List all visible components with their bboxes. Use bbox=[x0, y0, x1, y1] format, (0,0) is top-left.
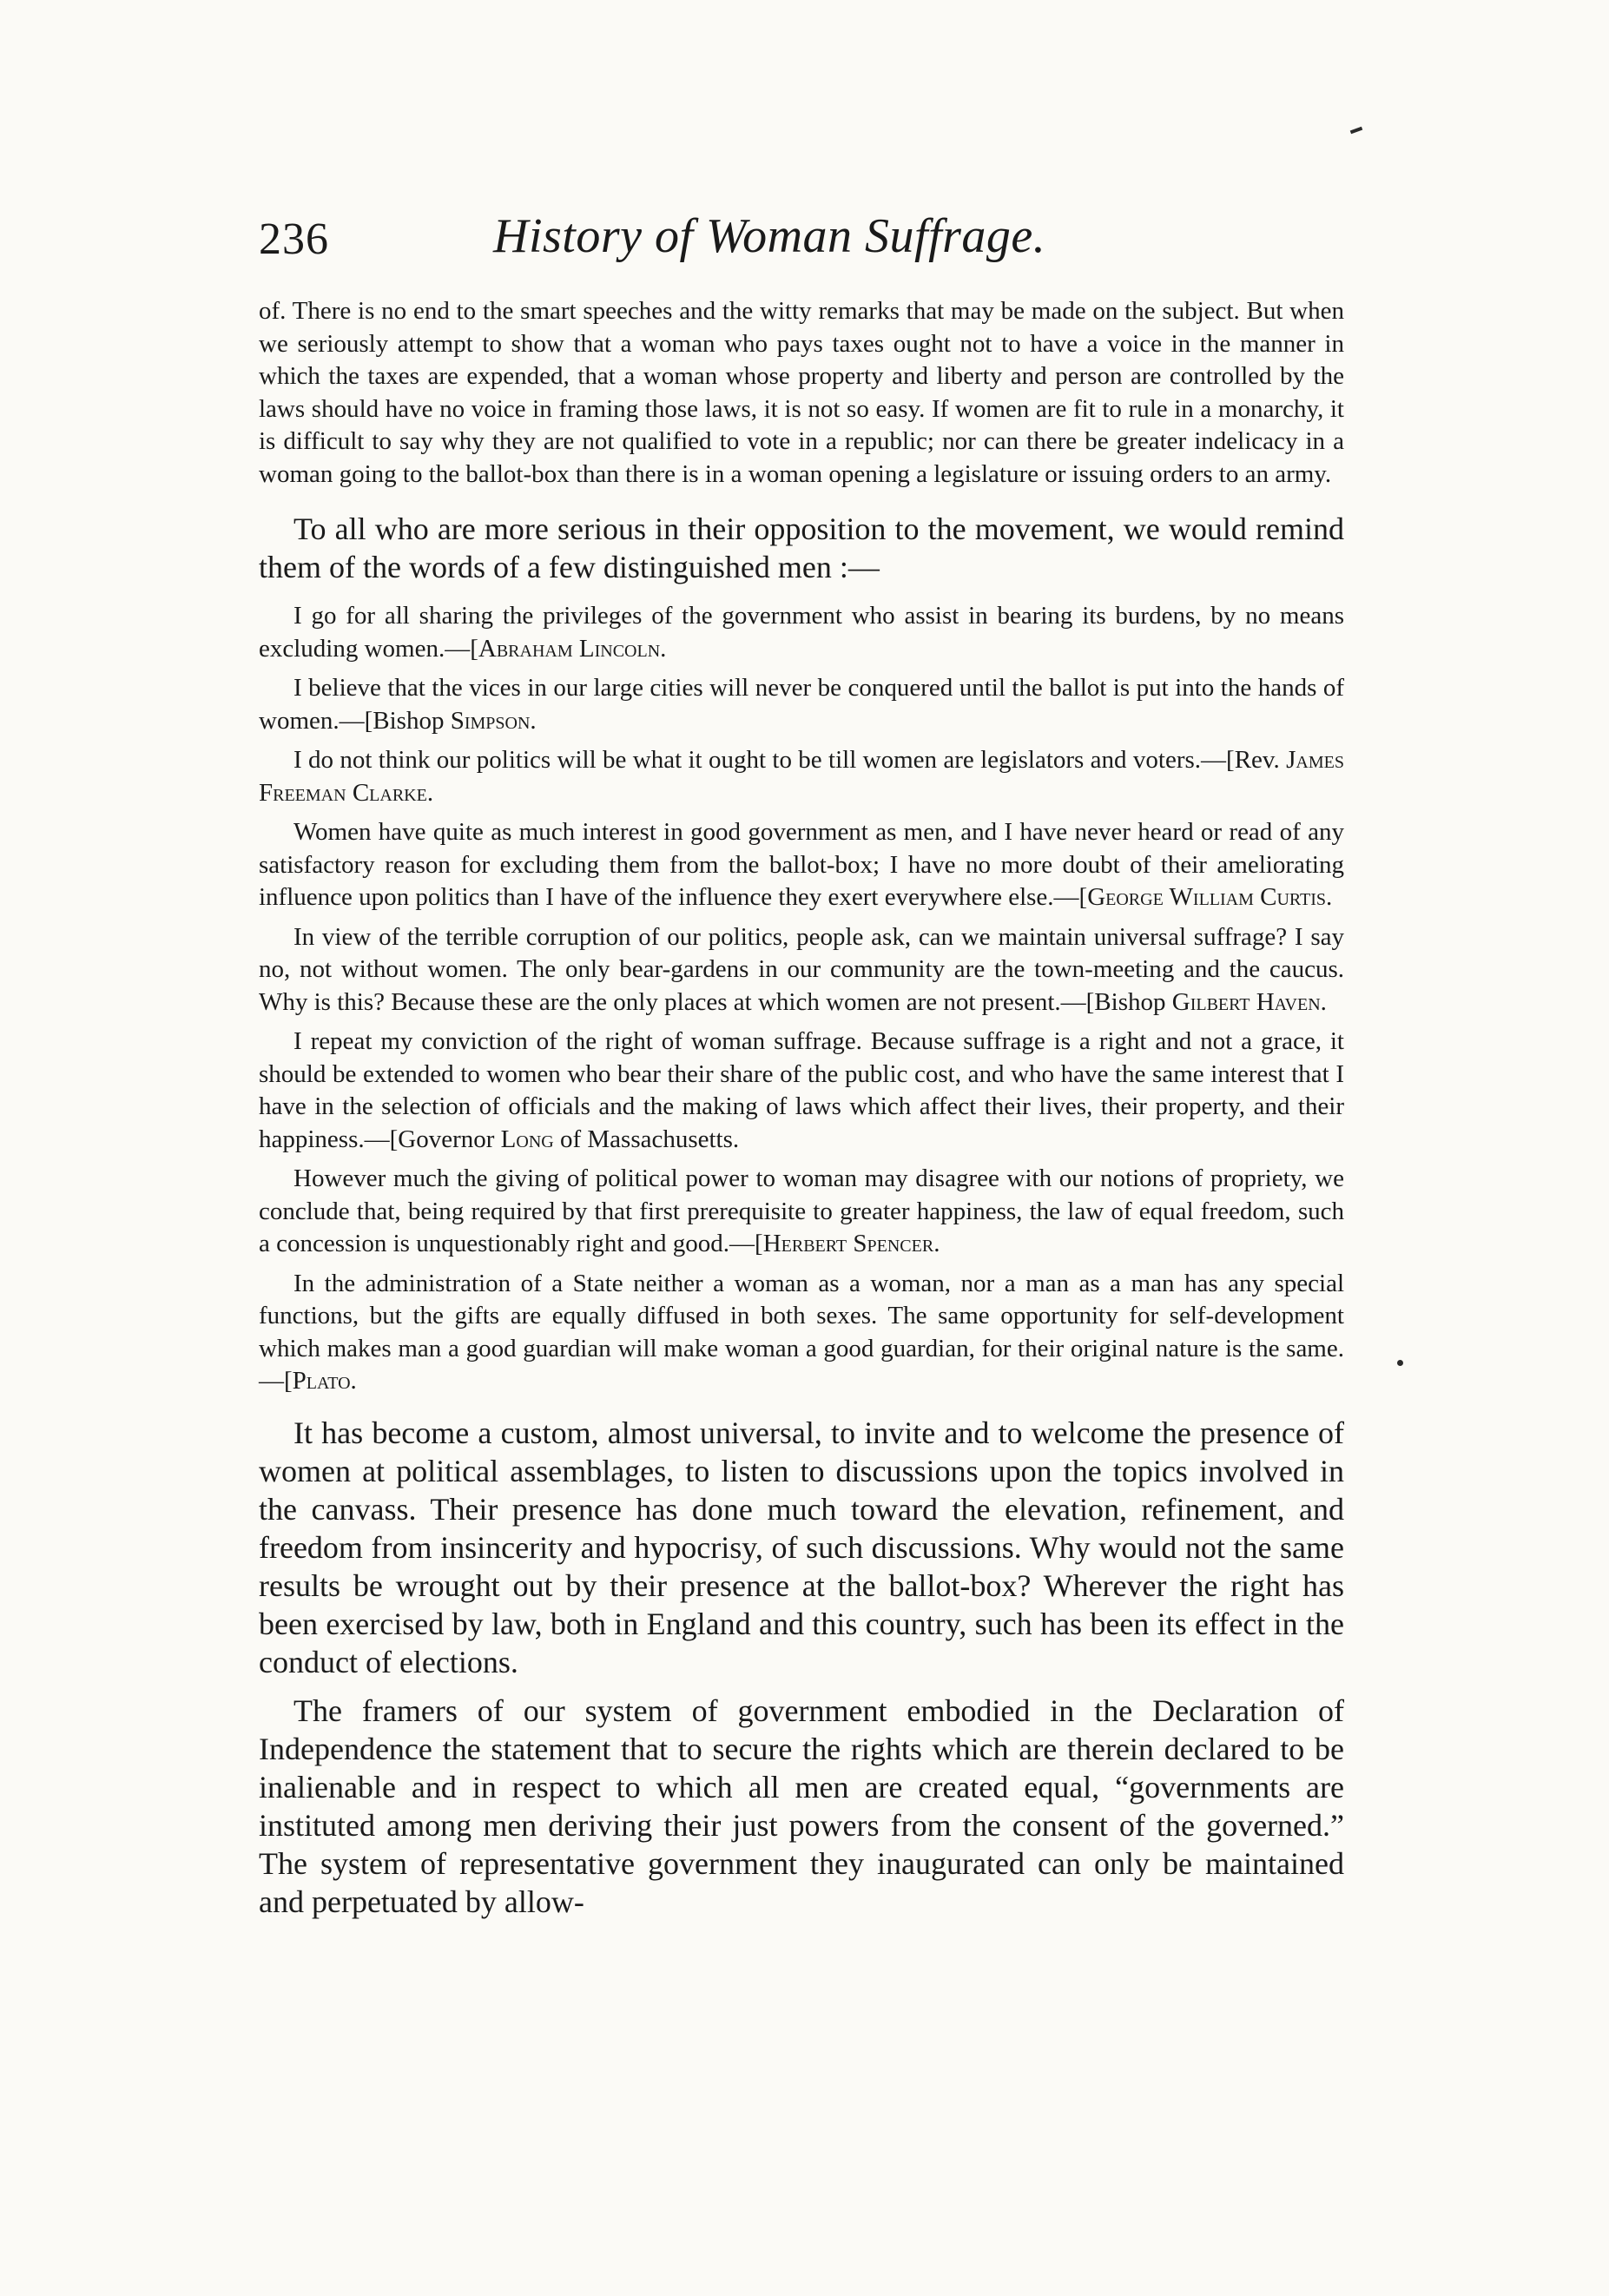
quote-author: Gilbert Haven. bbox=[1171, 987, 1327, 1016]
quote-text: I go for all sharing the privileges of the government who assist in bearing its burdens, by no means excluding women.—[ bbox=[259, 602, 1344, 663]
quote-author: Abraham Lincoln. bbox=[478, 634, 667, 663]
page-number: 236 bbox=[259, 214, 329, 264]
quote-text: I repeat my conviction of the right of woman suffrage. Because suffrage is a right and not a grace, it should be extended to women who bear their share of the public cost, and who have the same interest that I have in the selection of officials and the making of laws which affect their lives, their property, and their happiness.—[Governor bbox=[259, 1027, 1344, 1153]
paragraph-intro: To all who are more serious in their opposition to the movement, we would remind them of the words of a few distinguished men :— bbox=[259, 511, 1344, 584]
quotations-list bbox=[259, 600, 1344, 1398]
quote-long bbox=[259, 1026, 1344, 1156]
quote-text: I do not think our politics will be what it ought to be till women are legislators and voters.—[Rev. bbox=[293, 746, 1287, 774]
quote-simpson bbox=[259, 672, 1344, 737]
paragraph-continuation: of. There is no end to the smart speeches and the witty remarks that may be made on the subject. But when we seriously attempt to show that a woman who pays taxes ought not to have a voice in the manner in which the taxes are expended, that a woman whose property and liberty and person are controlled by the laws should have no voice in framing those laws, it is not so easy. If women are fit to rule in a monarchy, it is difficult to say why they are not qualified to vote in a republic; nor can there be greater indelicacy in a woman going to the ballot-box than there is in a woman opening a legislature or issuing orders to an army. bbox=[259, 297, 1344, 488]
quote-text: In view of the terrible corruption of our politics, people ask, can we maintain universal suffrage? I say no, not without women. The only bear-gardens in our community are the town-meeting and the caucus. Why is this? Because these are the only places at which women are not present.—[Bishop bbox=[259, 922, 1344, 1016]
quote-haven bbox=[259, 921, 1344, 1019]
paragraph-framers: The framers of our system of government embodied in the Declaration of Independence the statement that to secure the rights which are therein declared to be inalienable and in respect to which all men are created equal, “governments are instituted among men deriving their just powers from the consent of the governed.” The system of representative government they inaugurated can only be maintained and perpetuated by allow- bbox=[259, 1692, 1344, 1919]
quote-author: Long bbox=[500, 1125, 554, 1153]
page-content bbox=[259, 208, 1344, 1921]
running-title: History of Woman Suffrage. bbox=[493, 209, 1046, 263]
quote-text: Women have quite as much interest in good government as men, and I have never heard or read of any satisfactory reason for excluding them from the ballot-box; I have no more doubt of their ameliorating influence upon politics than I have of the influence they exert everywhere else.—[ bbox=[259, 818, 1344, 911]
quote-author: Simpson. bbox=[450, 706, 537, 735]
paragraph-custom: It has become a custom, almost universal, to invite and to welcome the presence of women at political assemblages, to listen to discussions upon the topics involved in the canvass. Their presence has done much toward the elevation, refinement, and freedom from insincerity and hypocrisy, of such discussions. Why would not the same results be wrought out by their presence at the ballot-box? Wherever the right has been exercised by law, both in England and this country, such has been its effect in the conduct of elections. bbox=[259, 1415, 1344, 1679]
scan-speck-top-right bbox=[1350, 127, 1363, 135]
quote-lincoln bbox=[259, 600, 1344, 665]
quote-author: Herbert Spencer. bbox=[762, 1230, 940, 1257]
quote-spencer bbox=[259, 1163, 1344, 1261]
quote-author: Plato. bbox=[292, 1367, 357, 1395]
quote-plato bbox=[259, 1268, 1344, 1398]
quote-curtis bbox=[259, 816, 1344, 914]
quote-text: In the administration of a State neither a woman as a woman, nor a man as a man has any special functions, but the gifts are equally diffused in both sexes. The same opportunity for self-development which makes man a good guardian will make woman a good guardian, for their original nature is the same.—[ bbox=[259, 1269, 1344, 1395]
scan-speck-right bbox=[1397, 1360, 1403, 1366]
quote-author: George William Curtis. bbox=[1087, 883, 1333, 911]
quote-text: However much the giving of political power to woman may disagree with our notions of propriety, we conclude that, being required by that first prerequisite to greater happiness, the law of equal freedom, such a concession is unquestionably right and good.—[ bbox=[259, 1164, 1344, 1257]
quote-suffix: of Massachusetts. bbox=[553, 1125, 740, 1153]
quote-author: James Freeman Clarke. bbox=[259, 746, 1344, 807]
running-header bbox=[259, 208, 1344, 278]
quote-text: I believe that the vices in our large cities will never be conquered until the ballot is put into the hands of women.—[Bishop bbox=[259, 674, 1344, 735]
quote-clarke bbox=[259, 744, 1344, 809]
